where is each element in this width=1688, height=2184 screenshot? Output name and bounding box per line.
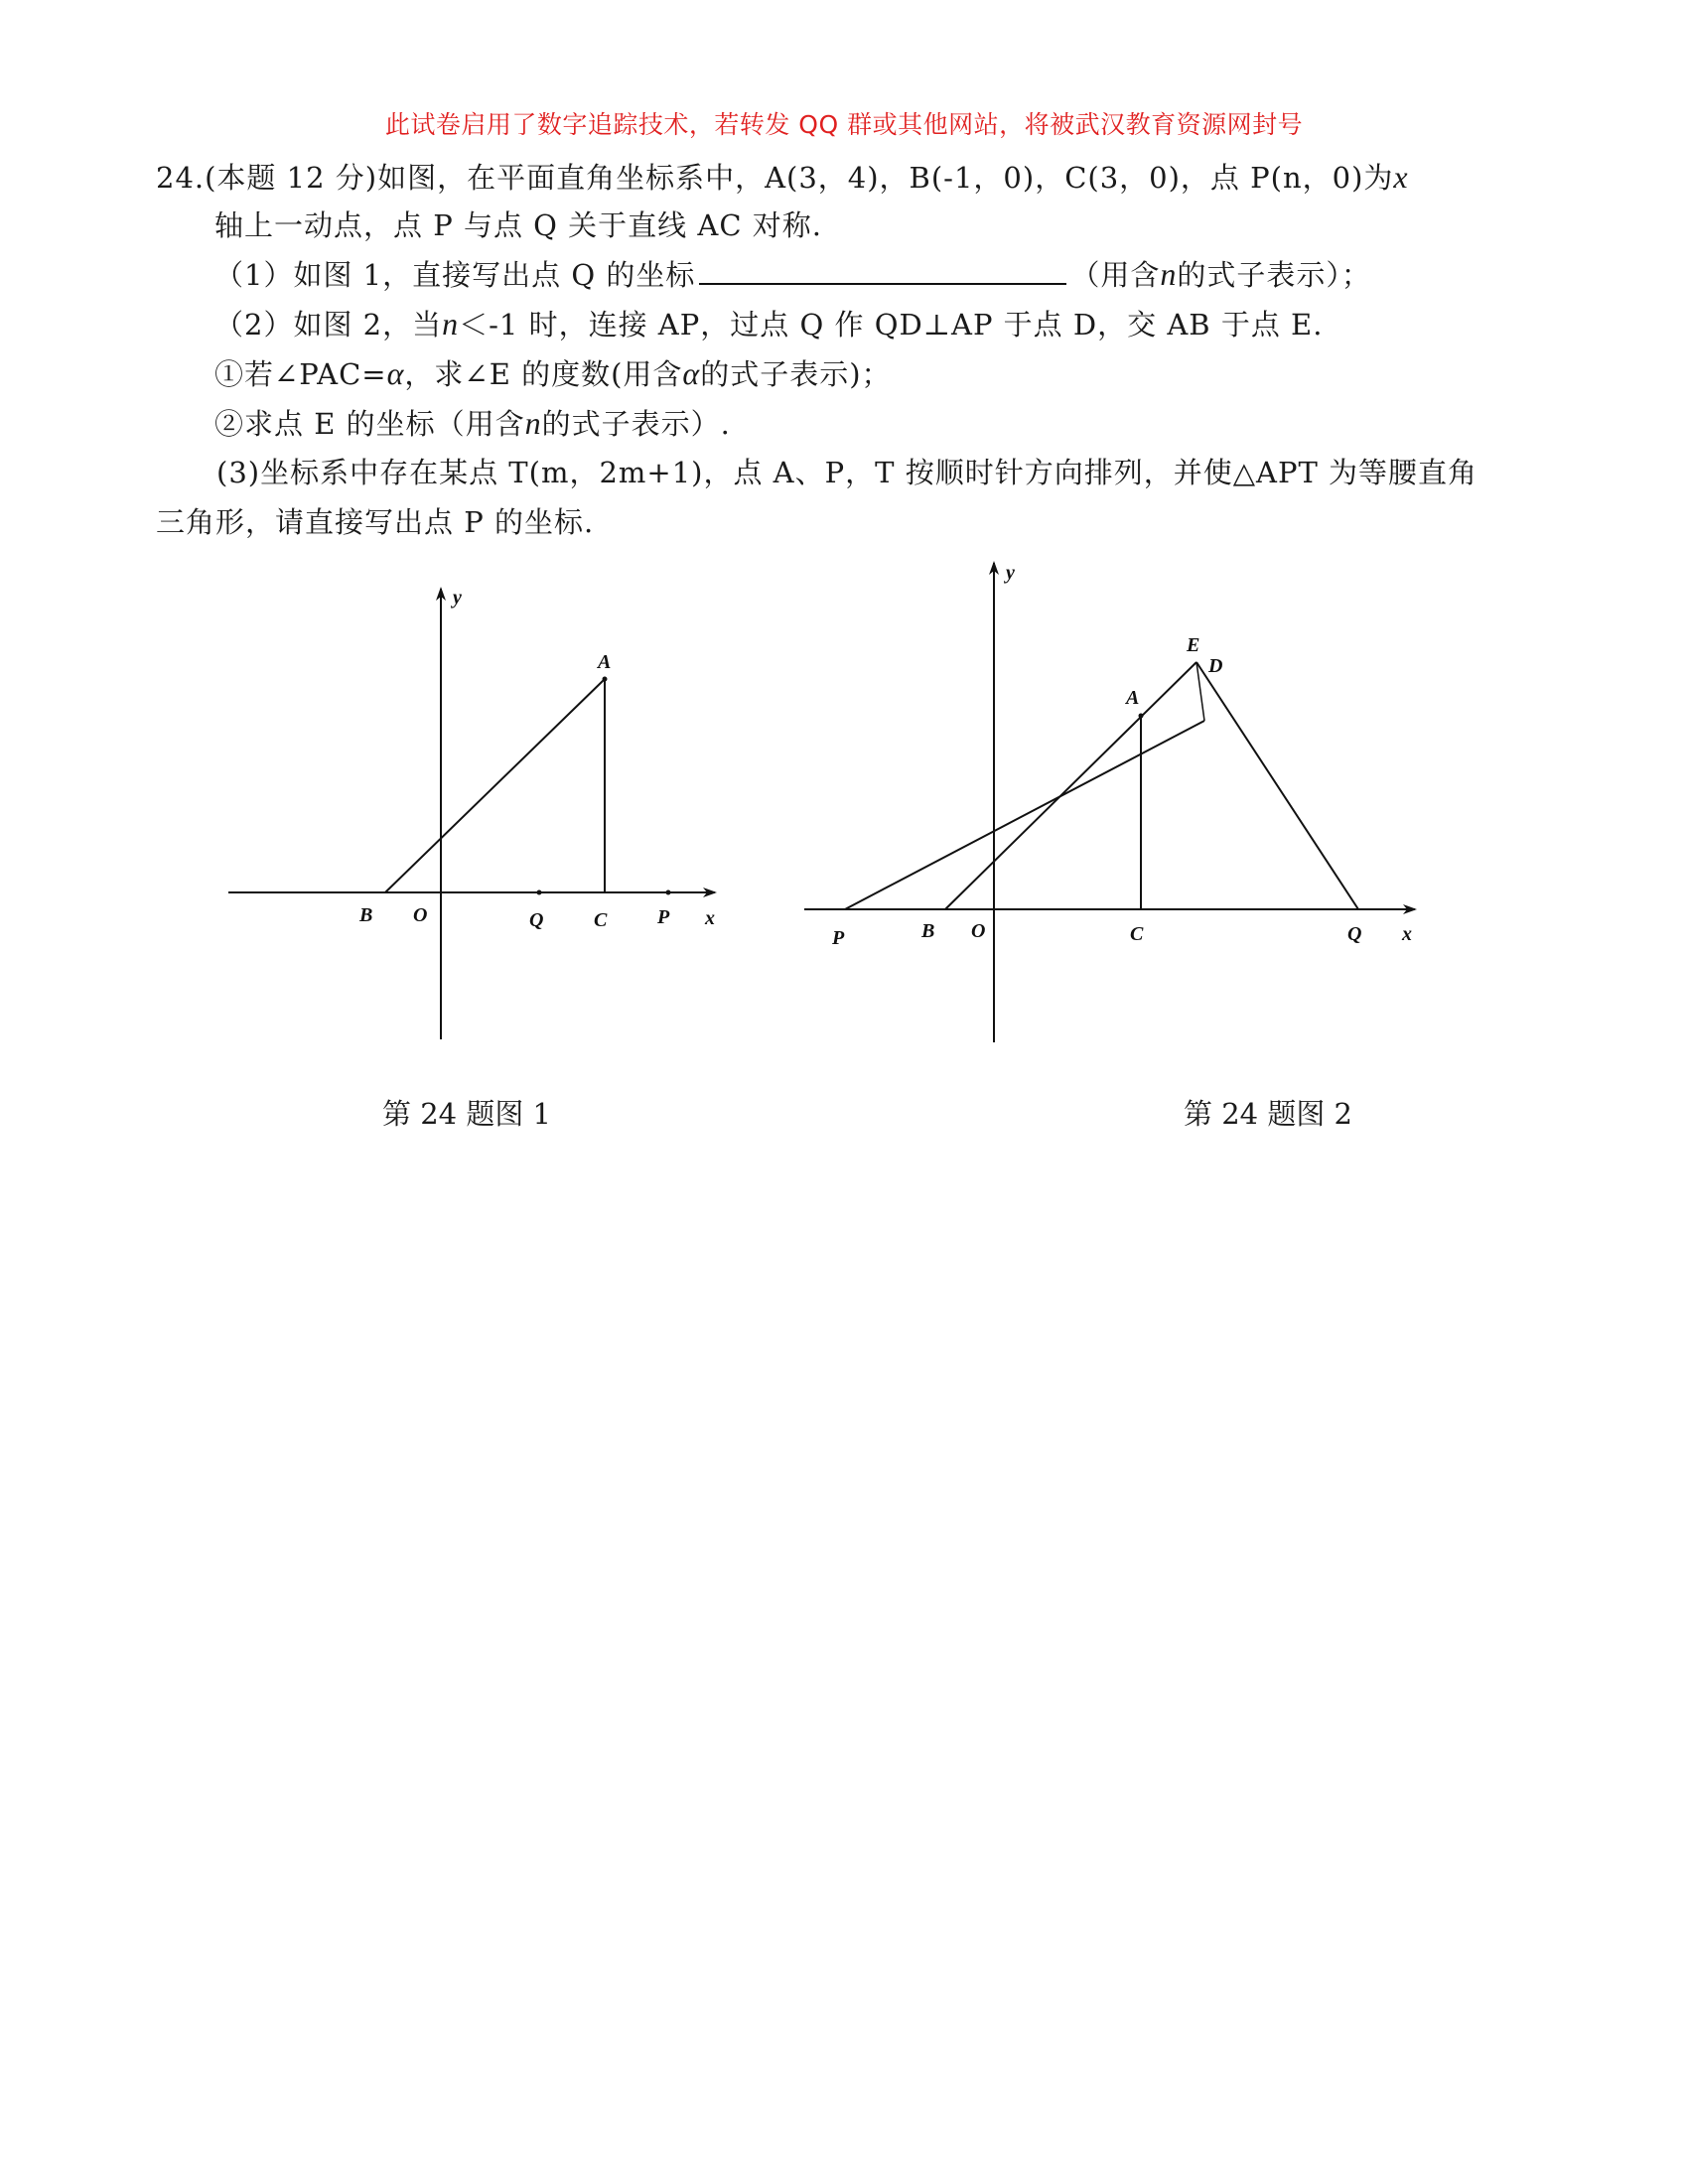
segment-qe (1196, 662, 1358, 909)
sub-1-text-a: ①若∠PAC= (214, 357, 387, 391)
part-2-text-b: ＜-1 时，连接 AP，过点 Q 作 QD⊥AP 于点 D，交 AB 于点 E. (459, 308, 1324, 341)
label-y: y (453, 587, 462, 609)
sub-2-text-b: 的式子表示）. (541, 407, 731, 441)
part-1-hint-a: （用含 (1070, 258, 1161, 292)
label-b: B (921, 920, 935, 942)
question-intro: 24.(本题 12 分)如图，在平面直角坐标系中，A(3，4)，B(-1，0)，C(3，0)，点 P(n，0)为 (156, 161, 1394, 195)
var-x: x (1393, 159, 1409, 195)
label-y: y (1006, 562, 1015, 584)
var-n: n (524, 405, 542, 441)
part-1-text: （1）如图 1，直接写出点 Q 的坐标 (214, 258, 696, 292)
label-x: x (1402, 923, 1412, 945)
label-a: A (598, 651, 612, 673)
part-2 (214, 304, 1323, 344)
label-b: B (359, 904, 373, 926)
var-alpha: α (682, 355, 701, 391)
sub-2-text-a: ②求点 E 的坐标（用含 (214, 407, 525, 441)
point-p (666, 890, 671, 895)
label-o: O (971, 920, 986, 942)
figure-1 (218, 576, 735, 1052)
watermark-notice: 此试卷启用了数字追踪技术，若转发 QQ 群或其他网站，将被武汉教育资源网封号 (384, 110, 1304, 139)
part-1-hint-b: 的式子表示）； (1177, 258, 1371, 292)
label-q: Q (1347, 923, 1362, 945)
part-1 (214, 254, 1371, 295)
segment-pd (845, 721, 1204, 909)
part-2-sub-2 (214, 403, 731, 444)
point-a (603, 677, 608, 682)
label-o: O (413, 904, 428, 926)
figure-2-caption: 第 24 题图 2 (1184, 1097, 1353, 1131)
answer-blank[interactable] (699, 257, 1066, 285)
label-c: C (1130, 923, 1144, 945)
sub-1-text-b: ，求∠E 的度数(用含 (404, 357, 683, 391)
label-e: E (1187, 634, 1200, 656)
label-x: x (705, 907, 715, 929)
figure-2 (794, 551, 1430, 1057)
question-line-1 (156, 157, 1409, 198)
question-line-2: 轴上一动点，点 P 与点 Q 关于直线 AC 对称. (214, 208, 822, 242)
sub-1-text-c: 的式子表示)； (700, 357, 892, 391)
label-p: P (657, 906, 670, 928)
part-2-sub-1 (214, 353, 892, 394)
var-n: n (1160, 256, 1178, 292)
point-a (1139, 714, 1144, 719)
var-n: n (442, 306, 460, 341)
segment-ba (385, 679, 605, 892)
segment-be (945, 662, 1196, 909)
figure-1-caption: 第 24 题图 1 (382, 1097, 552, 1131)
label-c: C (594, 909, 608, 931)
label-d: D (1208, 655, 1223, 677)
label-p: P (832, 927, 845, 949)
point-q (537, 890, 542, 895)
var-alpha: α (386, 355, 405, 391)
label-q: Q (529, 909, 544, 931)
part-2-text-a: （2）如图 2，当 (214, 308, 443, 341)
label-a: A (1126, 687, 1140, 709)
part-3-line-2: 三角形，请直接写出点 P 的坐标. (156, 505, 595, 539)
part-3-line-1: (3)坐标系中存在某点 T(m，2m+1)，点 A、P，T 按顺时针方向排列，并使△APT 为等腰直角 (216, 456, 1478, 489)
